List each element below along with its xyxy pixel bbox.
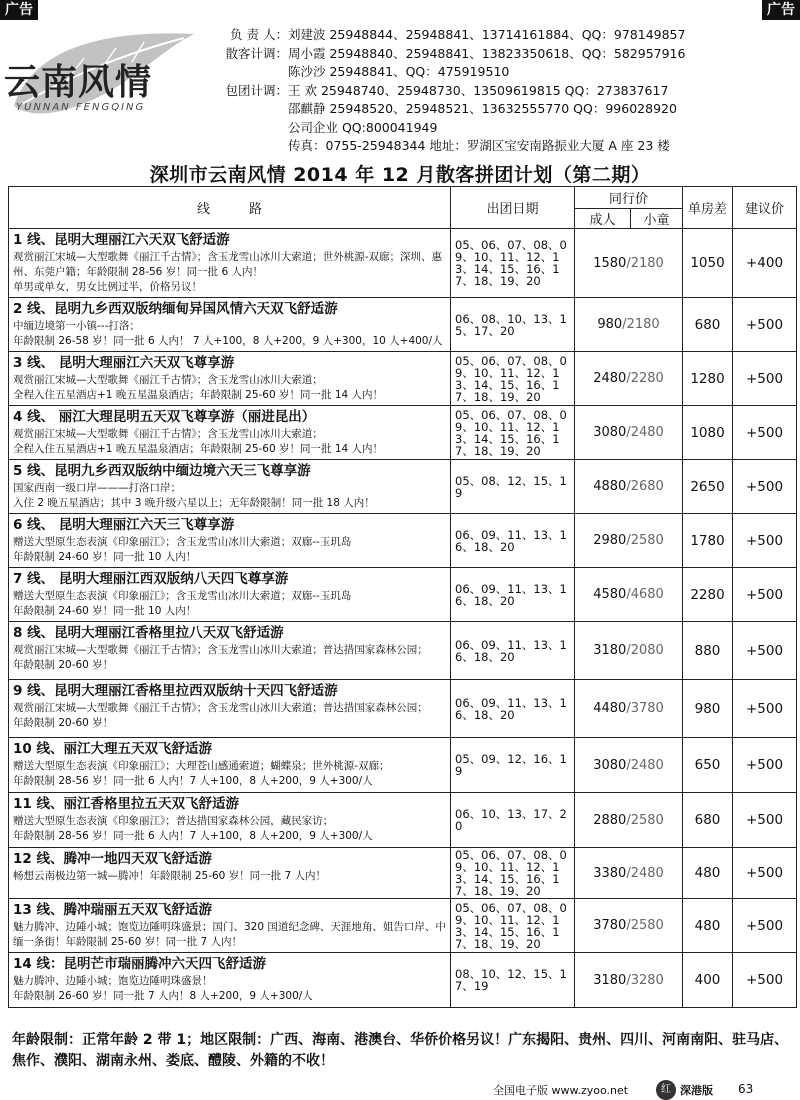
route-cell xyxy=(9,229,451,298)
child-price: 2480 xyxy=(630,757,664,773)
peer-price-cell xyxy=(575,514,683,568)
route-cell xyxy=(9,514,451,568)
header-peer-price: 同行价 xyxy=(575,187,683,209)
route-description: 中缅边境第一小镇---打洛； xyxy=(13,320,140,332)
contact-text: 王 欢 25948740、25948730、13509619815 QQ：273837617 xyxy=(288,82,669,98)
route-row xyxy=(9,514,797,568)
route-title: 5 线、昆明九乡西双版纳中缅边境六天三飞尊享游 xyxy=(13,463,311,479)
adult-price: 3080 xyxy=(593,425,627,440)
route-cell xyxy=(9,298,451,352)
route-cell xyxy=(9,848,451,899)
route-description: 畅想云南极边第一城—腾冲！年龄限制 25-60 岁！同一批 7 人内！ xyxy=(13,870,327,882)
route-row xyxy=(9,738,797,793)
single-supplement: 480 xyxy=(683,848,733,899)
adult-price: 3180 xyxy=(593,643,627,658)
child-price: 2680 xyxy=(630,479,664,494)
header-child: 小童 xyxy=(631,209,683,229)
route-title: 14 线：昆明芒市瑞丽腾冲六天四飞舒适游 xyxy=(13,956,266,972)
route-cell xyxy=(9,738,451,793)
route-row xyxy=(9,298,797,352)
route-title: 2 线、昆明九乡西双版纳缅甸异国风情六天双飞舒适游 xyxy=(13,301,338,317)
route-title: 8 线、昆明大理丽江香格里拉八天双飞舒适游 xyxy=(13,625,284,641)
departure-dates: 05、06、07、08、09、10、11、12、13、14、15、16、17、18、19、20 xyxy=(451,229,575,298)
adult-price: 980 xyxy=(597,317,623,332)
contact-label: 包团计调： xyxy=(225,82,288,98)
contact-label: 负 责 人： xyxy=(230,27,288,42)
contact-block xyxy=(210,26,770,156)
contact-line xyxy=(210,82,770,101)
route-row xyxy=(9,793,797,848)
single-supplement: 400 xyxy=(683,953,733,1008)
child-price: 2080 xyxy=(630,643,664,658)
contact-text: 传真：0755-25948344 地址：罗湖区宝安南路振业大厦 A 座 23 楼 xyxy=(288,138,670,153)
route-row xyxy=(9,680,797,738)
footer-badge: 红 xyxy=(656,1080,676,1100)
header-single-supplement: 单房差 xyxy=(683,187,733,229)
route-row xyxy=(9,229,797,298)
price-separator: / xyxy=(626,587,631,602)
single-supplement: 1280 xyxy=(683,352,733,406)
single-supplement: 880 xyxy=(683,622,733,680)
contact-line xyxy=(210,45,770,64)
child-price: 4680 xyxy=(630,587,664,602)
suggested-price: +500 xyxy=(733,460,797,514)
departure-dates: 06、08、10、13、15、17、20 xyxy=(451,298,575,352)
departure-dates: 06、10、13、17、20 xyxy=(451,793,575,848)
price-separator: / xyxy=(626,533,631,548)
header-suggested-price: 建议价 xyxy=(733,187,797,229)
adult-price: 2880 xyxy=(593,812,627,828)
route-description: 入住 2 晚五星酒店；其中 3 晚升级六星以上；无年龄限制！同一批 18 人内！ xyxy=(13,497,375,509)
header-date: 出团日期 xyxy=(451,187,575,229)
contact-text: 公司企业 QQ:800041949 xyxy=(288,119,438,135)
price-separator: / xyxy=(626,865,631,881)
route-description: 观赏丽江宋城—大型歌舞《丽江千古情》；含玉龙雪山冰川大索道； xyxy=(13,374,323,386)
peer-price-cell xyxy=(575,460,683,514)
adult-price: 4580 xyxy=(593,587,627,602)
route-row xyxy=(9,352,797,406)
restriction-note: 年龄限制：正常年龄 2 带 1；地区限制：广西、海南、港澳台、华侨价格另议！广东揭阳、贵州、四川、河南南阳、驻马店、焦作、濮阳、湖南永州、娄底、醴陵、外籍的不收！ xyxy=(12,1032,789,1069)
single-supplement: 1050 xyxy=(683,229,733,298)
route-cell xyxy=(9,622,451,680)
child-price: 2580 xyxy=(630,533,664,548)
peer-price-cell xyxy=(575,738,683,793)
route-description: 年龄限制 24-60 岁！同一批 10 人内！ xyxy=(13,551,197,563)
route-title: 4 线、 丽江大理昆明五天双飞尊享游（丽进昆出） xyxy=(13,409,316,425)
header-route: 线 路 xyxy=(9,187,451,229)
departure-dates: 05、06、07、08、09、10、11、12、13、14、15、16、17、18、19、20 xyxy=(451,899,575,953)
route-cell xyxy=(9,406,451,460)
route-description: 魅力腾冲、边陲小城；饱览边陲明珠盛景！ xyxy=(13,975,213,987)
child-price: 2480 xyxy=(630,865,664,881)
route-row xyxy=(9,622,797,680)
route-cell xyxy=(9,793,451,848)
route-description: 赠送大型原生态表演《印象丽江》；含玉龙雪山冰川大索道；双廊--玉玑岛 xyxy=(13,536,352,548)
suggested-price: +500 xyxy=(733,738,797,793)
price-separator: / xyxy=(626,643,631,658)
peer-price-cell xyxy=(575,793,683,848)
adult-price: 1580 xyxy=(593,255,627,271)
adult-price: 4880 xyxy=(593,479,627,494)
suggested-price: +400 xyxy=(733,229,797,298)
route-description: 单男或单女，男女比例过半，价格另议！ xyxy=(13,281,202,293)
adult-price: 2980 xyxy=(593,533,627,548)
logo-pinyin: YUNNAN FENGQING xyxy=(16,102,146,113)
route-title: 9 线、昆明大理丽江香格里拉西双版纳十天四飞舒适游 xyxy=(13,683,338,699)
peer-price-cell xyxy=(575,229,683,298)
ad-tag-right: 广告 xyxy=(762,0,800,20)
route-description: 赠送大型原生态表演《印象丽江》；大理苍山感通索道；蝴蝶泉；世外桃源-双廊； xyxy=(13,760,390,772)
adult-price: 3080 xyxy=(593,757,627,773)
price-separator: / xyxy=(622,317,627,332)
contact-line xyxy=(210,26,770,45)
child-price: 2280 xyxy=(630,371,664,386)
single-supplement: 680 xyxy=(683,298,733,352)
page-footer xyxy=(0,1080,800,1100)
contact-text: 陈沙沙 25948841、QQ：475919510 xyxy=(288,64,510,79)
child-price: 2180 xyxy=(626,317,660,332)
route-cell xyxy=(9,352,451,406)
peer-price-cell xyxy=(575,899,683,953)
departure-dates: 05、06、07、08、09、10、11、12、13、14、15、16、17、18、19、20 xyxy=(451,352,575,406)
suggested-price: +500 xyxy=(733,622,797,680)
peer-price-cell xyxy=(575,406,683,460)
route-description: 赠送大型原生态表演《印象丽江》；普达措国家森林公园，藏民家访； xyxy=(13,815,334,827)
adult-price: 3180 xyxy=(593,972,627,988)
route-row xyxy=(9,406,797,460)
route-description: 年龄限制 24-60 岁！同一批 10 人内！ xyxy=(13,605,197,617)
single-supplement: 2280 xyxy=(683,568,733,622)
route-title: 3 线、 昆明大理丽江六天双飞尊享游 xyxy=(13,355,235,371)
route-description: 观赏丽江宋城—大型歌舞《丽江千古情》；含玉龙雪山冰川大索道； xyxy=(13,428,323,440)
peer-price-cell xyxy=(575,568,683,622)
route-title: 6 线、 昆明大理丽江六天三飞尊享游 xyxy=(13,517,235,533)
route-description: 国家西南一级口岸———打洛口岸； xyxy=(13,482,181,494)
child-price: 2480 xyxy=(630,425,664,440)
single-supplement: 980 xyxy=(683,680,733,738)
single-supplement: 480 xyxy=(683,899,733,953)
departure-dates: 06、09、11、13、16、18、20 xyxy=(451,622,575,680)
contact-text: 邵麒静 25948520、25948521、13632555770 QQ：996028920 xyxy=(288,101,677,116)
page-number: 63 xyxy=(738,1082,754,1096)
child-price: 2580 xyxy=(630,812,664,828)
route-description: 赠送大型原生态表演《印象丽江》；含玉龙雪山冰川大索道；双廊--玉玑岛 xyxy=(13,590,352,602)
page-title: 深圳市云南风情 2014 年 12 月散客拼团计划（第二期） xyxy=(149,164,651,186)
suggested-price: +500 xyxy=(733,298,797,352)
contact-text: 周小霞 25948840、25948841、13823350618、QQ：582957916 xyxy=(288,45,686,61)
route-cell xyxy=(9,680,451,738)
suggested-price: +500 xyxy=(733,568,797,622)
price-separator: / xyxy=(626,757,631,773)
route-cell xyxy=(9,568,451,622)
contact-text: 刘建波 25948844、25948841、13714161884、QQ：978149857 xyxy=(288,27,686,42)
suggested-price: +500 xyxy=(733,352,797,406)
route-title: 7 线、 昆明大理丽江西双版纳八天四飞尊享游 xyxy=(13,571,289,587)
contact-line xyxy=(210,100,770,119)
route-row xyxy=(9,899,797,953)
route-row xyxy=(9,953,797,1008)
route-description: 魅力腾冲、边陲小城；饱览边陲明珠盛景；国门、320 国道纪念碑、天涯地角、姐告口岸、中缅一条街！年龄限制 25-60 岁！同一批 7 人内！ xyxy=(13,921,446,948)
logo-wordmark: 云南风情 xyxy=(4,61,153,103)
departure-dates: 05、08、12、15、19 xyxy=(451,460,575,514)
price-separator: / xyxy=(626,479,631,494)
departure-dates: 08、10、12、15、17、19 xyxy=(451,953,575,1008)
route-description: 全程入住五星酒店+1 晚五星温泉酒店；年龄限制 25-60 岁！同一批 14 人内！ xyxy=(13,389,384,401)
departure-dates: 06、09、11、13、16、18、20 xyxy=(451,568,575,622)
single-supplement: 1780 xyxy=(683,514,733,568)
price-separator: / xyxy=(626,425,631,440)
route-row xyxy=(9,568,797,622)
ad-tag-left: 广告 xyxy=(0,0,38,20)
route-description: 观赏丽江宋城—大型歌舞《丽江千古情》；含玉龙雪山冰川大索道；普达措国家森林公园； xyxy=(13,702,428,714)
route-description: 年龄限制 28-56 岁！同一批 6 人内！7 人+100，8 人+200，9 人+300/人 xyxy=(13,830,373,842)
footer-site: 全国电子版 www.zyoo.net xyxy=(493,1084,629,1097)
route-description: 年龄限制 26-60 岁！同一批 7 人内！8 人+200，9 人+300/人 xyxy=(13,990,313,1002)
footer-edition: 深港版 xyxy=(680,1084,713,1097)
contact-line xyxy=(210,63,770,82)
route-description: 年龄限制 20-60 岁！ xyxy=(13,717,114,729)
route-cell xyxy=(9,460,451,514)
route-title: 1 线、昆明大理丽江六天双飞舒适游 xyxy=(13,232,230,248)
tour-plan-table xyxy=(8,186,797,1008)
contact-line xyxy=(210,137,770,156)
route-cell xyxy=(9,953,451,1008)
price-separator: / xyxy=(626,371,631,386)
suggested-price: +500 xyxy=(733,514,797,568)
route-description: 观赏丽江宋城—大型歌舞《丽江千古情》；含玉龙雪山冰川大索道；普达措国家森林公园； xyxy=(13,644,428,656)
single-supplement: 1080 xyxy=(683,406,733,460)
single-supplement: 680 xyxy=(683,793,733,848)
route-description: 观赏丽江宋城—大型歌舞《丽江千古情》；含玉龙雪山冰川大索道；世外桃源-双廊；深圳、惠州、东莞户籍；年龄限制 28-56 岁！同一批 6 人内！ xyxy=(13,251,443,278)
suggested-price: +500 xyxy=(733,899,797,953)
suggested-price: +500 xyxy=(733,953,797,1008)
price-separator: / xyxy=(626,255,631,271)
route-rows xyxy=(9,229,797,1008)
header-adult: 成人 xyxy=(575,209,631,229)
route-title: 11 线、丽江香格里拉五天双飞舒适游 xyxy=(13,796,239,812)
single-supplement: 2650 xyxy=(683,460,733,514)
peer-price-cell xyxy=(575,622,683,680)
price-separator: / xyxy=(626,972,631,988)
route-description: 年龄限制 28-56 岁！同一批 6 人内！7 人+100，8 人+200，9 人+300/人 xyxy=(13,775,373,787)
peer-price-cell xyxy=(575,352,683,406)
route-description: 年龄限制 20-60 岁！ xyxy=(13,659,114,671)
route-title: 10 线、丽江大理五天双飞舒适游 xyxy=(13,741,212,757)
peer-price-cell xyxy=(575,848,683,899)
adult-price: 4480 xyxy=(593,701,627,716)
route-title: 12 线、腾冲一地四天双飞舒适游 xyxy=(13,851,212,867)
child-price: 2180 xyxy=(630,255,664,271)
departure-dates: 05、06、07、08、09、10、11、12、13、14、15、16、17、18、19、20 xyxy=(451,848,575,899)
suggested-price: +500 xyxy=(733,680,797,738)
suggested-price: +500 xyxy=(733,848,797,899)
peer-price-cell xyxy=(575,680,683,738)
child-price: 3280 xyxy=(630,972,664,988)
price-separator: / xyxy=(626,812,631,828)
price-separator: / xyxy=(626,918,631,933)
route-description: 全程入住五星酒店+1 晚五星温泉酒店；年龄限制 25-60 岁！同一批 14 人内！ xyxy=(13,443,384,455)
route-cell xyxy=(9,899,451,953)
adult-price: 2480 xyxy=(593,371,627,386)
contact-label: 散客计调： xyxy=(225,45,288,61)
single-supplement: 650 xyxy=(683,738,733,793)
suggested-price: +500 xyxy=(733,406,797,460)
price-separator: / xyxy=(626,701,631,716)
peer-price-cell xyxy=(575,953,683,1008)
route-row xyxy=(9,460,797,514)
route-title: 13 线、腾冲瑞丽五天双飞舒适游 xyxy=(13,902,212,918)
departure-dates: 06、09、11、13、16、18、20 xyxy=(451,680,575,738)
departure-dates: 06、09、11、13、16、18、20 xyxy=(451,514,575,568)
adult-price: 3780 xyxy=(593,918,627,933)
route-row xyxy=(9,848,797,899)
suggested-price: +500 xyxy=(733,793,797,848)
departure-dates: 05、06、07、08、09、10、11、12、13、14、15、16、17、18、19、20 xyxy=(451,406,575,460)
adult-price: 3380 xyxy=(593,865,627,881)
route-description: 年龄限制 26-58 岁！同一批 6 人内！ 7 人+100，8 人+200，9 人+300，10 人+400/人 xyxy=(13,335,443,347)
child-price: 2580 xyxy=(630,918,664,933)
contact-line xyxy=(210,119,770,138)
peer-price-cell xyxy=(575,298,683,352)
departure-dates: 05、09、12、16、19 xyxy=(451,738,575,793)
child-price: 3780 xyxy=(630,701,664,716)
